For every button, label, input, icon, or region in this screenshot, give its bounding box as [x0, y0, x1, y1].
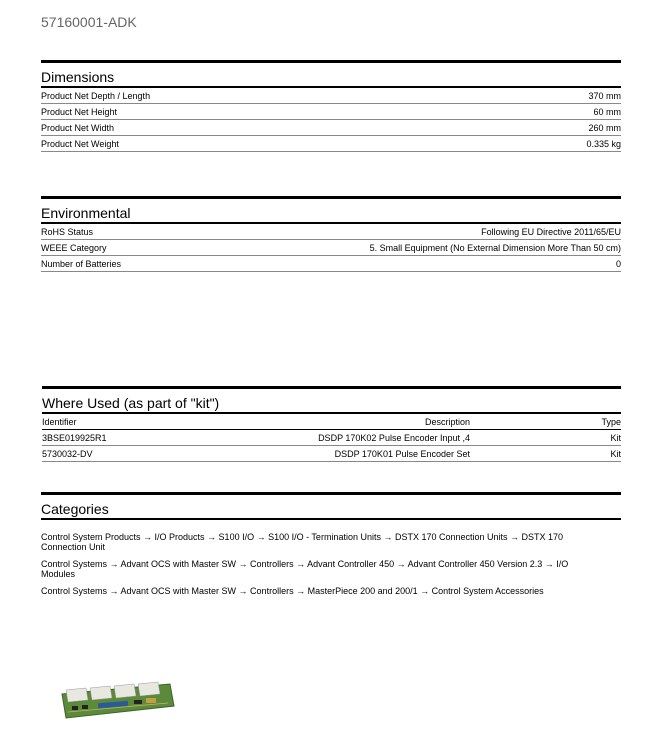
- table-row: [42, 430, 621, 446]
- environmental-row: [41, 224, 621, 240]
- dimension-label: Product Net Width: [41, 123, 115, 133]
- dimension-row: [41, 136, 621, 152]
- dimension-value: 260 mm: [588, 123, 621, 133]
- environmental-value: Following EU Directive 2011/65/EU: [481, 227, 621, 237]
- column-header-identifier: Identifier: [42, 417, 77, 427]
- row-description: DSDP 170K02 Pulse Encoder Input ,4: [318, 433, 470, 443]
- dimensions-title: Dimensions: [41, 60, 621, 88]
- where-used-title: Where Used (as part of "kit"): [42, 386, 621, 414]
- dimension-label: Product Net Weight: [41, 139, 119, 149]
- column-header-description: Description: [424, 417, 470, 427]
- dimension-value: 370 mm: [588, 91, 621, 101]
- environmental-row: [41, 256, 621, 272]
- environmental-value: 0: [615, 259, 621, 269]
- environmental-label: RoHS Status: [41, 227, 94, 237]
- dimension-value: 0.335 kg: [586, 139, 621, 149]
- environmental-title: Environmental: [41, 196, 621, 224]
- dimension-label: Product Net Depth / Length: [41, 91, 151, 101]
- environmental-label: Number of Batteries: [41, 259, 122, 269]
- dimensions-section: [41, 60, 621, 152]
- dimension-value: 60 mm: [593, 107, 621, 117]
- environmental-row: [41, 240, 621, 256]
- column-header-type: Type: [601, 417, 621, 427]
- environmental-section: [41, 196, 621, 272]
- category-path: Control System Products → I/O Products → S100 I/O → S100 I/O - Termination Units → DSTX 170 Connection Units → DSTX 170 Connection Unit: [41, 532, 564, 552]
- dimension-row: [41, 120, 621, 136]
- row-identifier: 3BSE019925R1: [42, 433, 107, 443]
- dimension-label: Product Net Height: [41, 107, 118, 117]
- where-used-section: [42, 386, 621, 462]
- row-identifier: 5730032-DV: [42, 449, 93, 459]
- environmental-value: 5. Small Equipment (No External Dimension More Than 50 cm): [369, 243, 621, 253]
- categories-section: [41, 492, 621, 596]
- row-type: Kit: [610, 433, 621, 443]
- environmental-label: WEEE Category: [41, 243, 107, 253]
- where-used-table-header: [42, 414, 621, 430]
- category-path: Control Systems → Advant OCS with Master SW → Controllers → Advant Controller 450 → Advant Controller 450 Version 2.3 → I/O Modules: [41, 559, 569, 579]
- categories-title: Categories: [41, 492, 621, 520]
- product-image: [58, 676, 176, 722]
- row-description: DSDP 170K01 Pulse Encoder Set: [334, 449, 470, 459]
- category-path: Control Systems → Advant OCS with Master SW → Controllers → MasterPiece 200 and 200/1 → Control System Accessories: [41, 586, 544, 596]
- dimension-row: [41, 88, 621, 104]
- table-row: [42, 446, 621, 462]
- dimension-row: [41, 104, 621, 120]
- product-id-heading: 57160001-ADK: [41, 14, 137, 30]
- row-type: Kit: [610, 449, 621, 459]
